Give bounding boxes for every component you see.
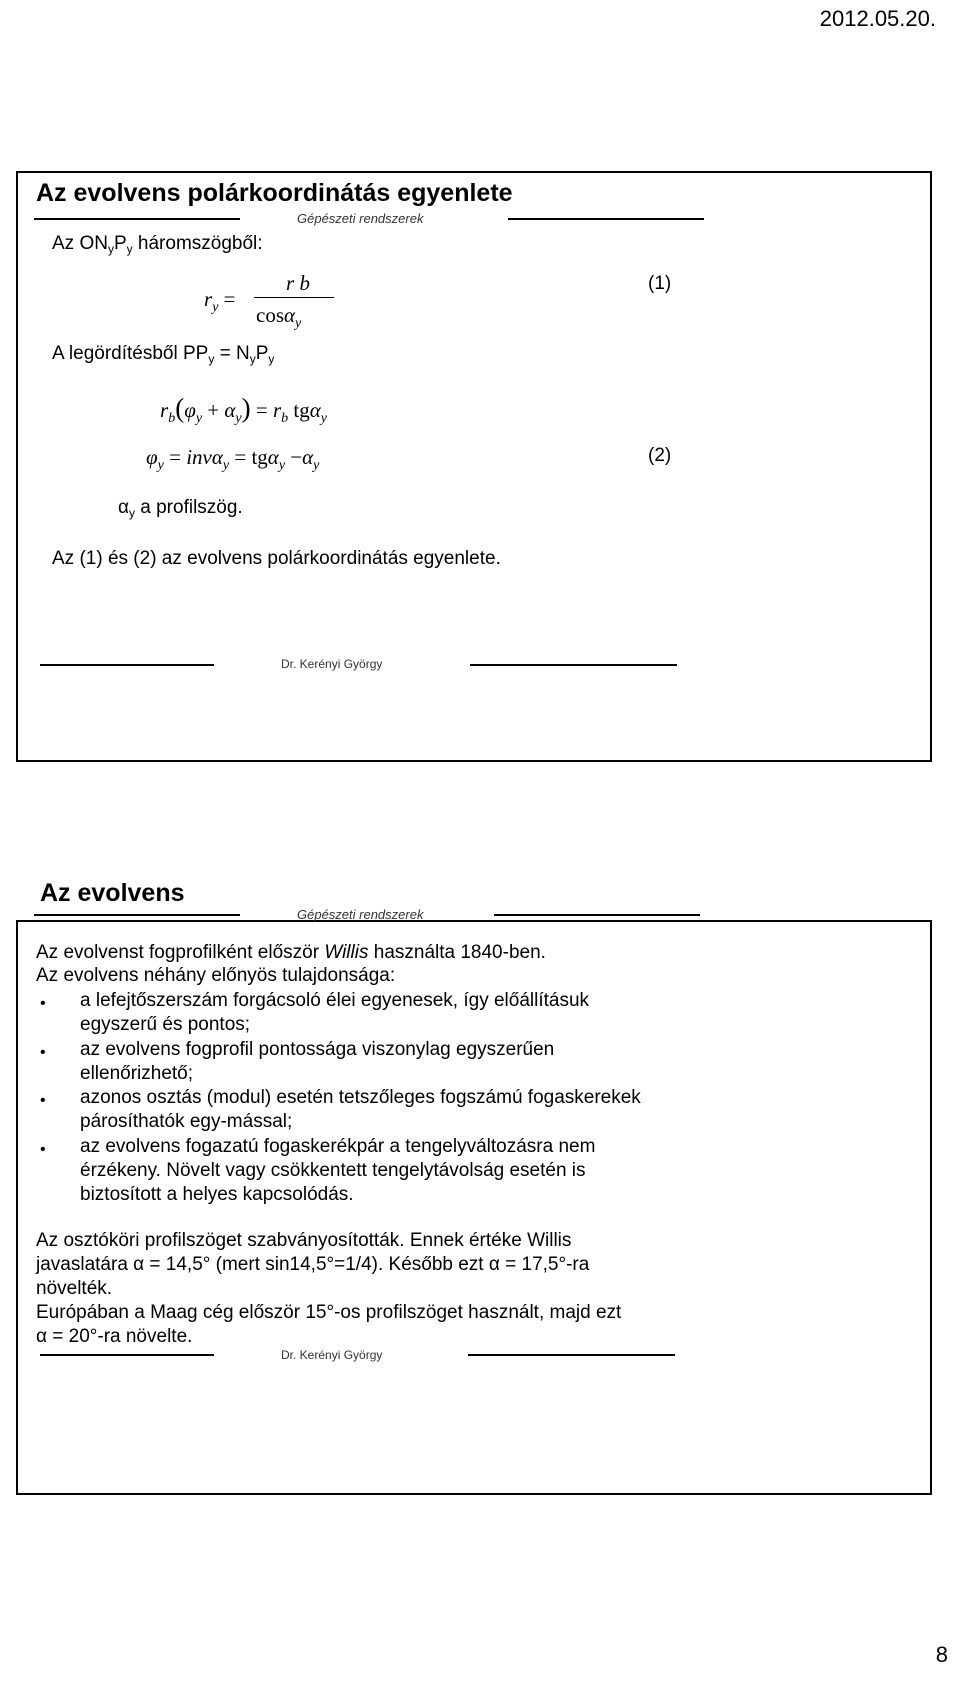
- page-number: 8: [935, 1642, 948, 1667]
- slide-author: Dr. Kerényi György: [281, 657, 383, 671]
- standard-line-4: Európában a Maag cég először 15°-os profilszöget használt, majd ezt: [36, 1302, 622, 1323]
- bullet-4-line-1: az evolvens fogazatú fogaskerékpár a tengelyváltozásra nem: [80, 1136, 596, 1157]
- standard-line-2: javaslatára α = 14,5° (mert sin14,5°=1/4). Később ezt α = 17,5°-ra: [36, 1254, 590, 1275]
- bullet-2-line-2: ellenőrizhető;: [80, 1063, 194, 1084]
- bullet-1-line-1: a lefejtőszerszám forgácsoló élei egyenesek, így előállításuk: [80, 990, 590, 1011]
- bullet-3-line-2: párosíthatók egy-mással;: [80, 1111, 293, 1132]
- header-rule-left: [34, 914, 240, 916]
- eq1-label: (1): [648, 273, 672, 294]
- slide-title: Az evolvens polárkoordinátás egyenlete: [36, 179, 513, 207]
- intro-text: Az $ON_yP_y$ háromszögből:: [52, 233, 263, 256]
- willis-line: Az evolvenst fogprofilként először Willis használta 1840-ben.: [36, 942, 546, 963]
- header-rule-right: [494, 914, 700, 916]
- rolling-text: A legördítésből $PP_y = N_yP_y$: [52, 343, 275, 366]
- standard-line-1: Az osztóköri profilszöget szabványosították. Ennek értéke Willis: [36, 1230, 572, 1251]
- slide-author: Dr. Kerényi György: [281, 1348, 383, 1362]
- eq2-label: (2): [648, 445, 672, 466]
- eq1-denominator: cosα$_y$: [256, 303, 302, 331]
- advantages-intro: Az evolvens néhány előnyös tulajdonsága:: [36, 965, 396, 986]
- header-rule-right: [508, 218, 704, 220]
- slide-involute: [16, 879, 932, 1495]
- bullet-2-line-1: az evolvens fogprofil pontossága viszonylag egyszerűen: [80, 1039, 555, 1060]
- bullet-4-line-2: érzékeny. Növelt vagy csökkentett tengelytávolság esetén is: [80, 1160, 586, 1181]
- bullet-marker: •: [40, 1141, 46, 1158]
- footer-rule-right: [470, 664, 677, 666]
- slide-title: Az evolvens: [40, 879, 185, 907]
- eq2-involute: $\varphi_y = inv\alpha_y = tg\alpha_y -\alpha_y$: [146, 445, 320, 473]
- bullet-marker: •: [40, 1044, 46, 1061]
- eq1-lhs: $r_y$ =: [204, 287, 236, 315]
- bullet-marker: •: [40, 1092, 46, 1109]
- standard-line-3: növelték.: [36, 1278, 113, 1299]
- bullet-4-line-3: biztosított a helyes kapcsolódás.: [80, 1184, 354, 1205]
- standard-line-5: α = 20°-ra növelte.: [36, 1326, 193, 1347]
- rolling-equation: $r_b(\varphi_y + \alpha_y) = r_b$ tgα$_y$: [160, 393, 327, 426]
- eq1-fraction-bar: [254, 297, 334, 298]
- bullet-marker: •: [40, 995, 46, 1012]
- bullet-1-line-2: egyszerű és pontos;: [80, 1014, 251, 1035]
- page-date: 2012.05.20.: [819, 6, 936, 31]
- footer-rule-left: [40, 1354, 214, 1356]
- header-rule-left: [34, 218, 240, 220]
- slide-polar-equation: [16, 171, 932, 762]
- profile-angle-text: $\alpha_y$ a profilszög.: [118, 497, 243, 520]
- footer-rule-right: [468, 1354, 675, 1356]
- bullet-3-line-1: azonos osztás (modul) esetén tetszőleges fogszámú fogaskerekek: [80, 1087, 641, 1108]
- conclusion-text: Az (1) és (2) az evolvens polárkoordinátás egyenlete.: [52, 548, 501, 569]
- eq1-numerator: r b: [286, 271, 310, 295]
- slide-subtitle: Gépészeti rendszerek: [297, 211, 424, 226]
- slide-subtitle: Gépészeti rendszerek: [297, 907, 424, 922]
- footer-rule-left: [40, 664, 214, 666]
